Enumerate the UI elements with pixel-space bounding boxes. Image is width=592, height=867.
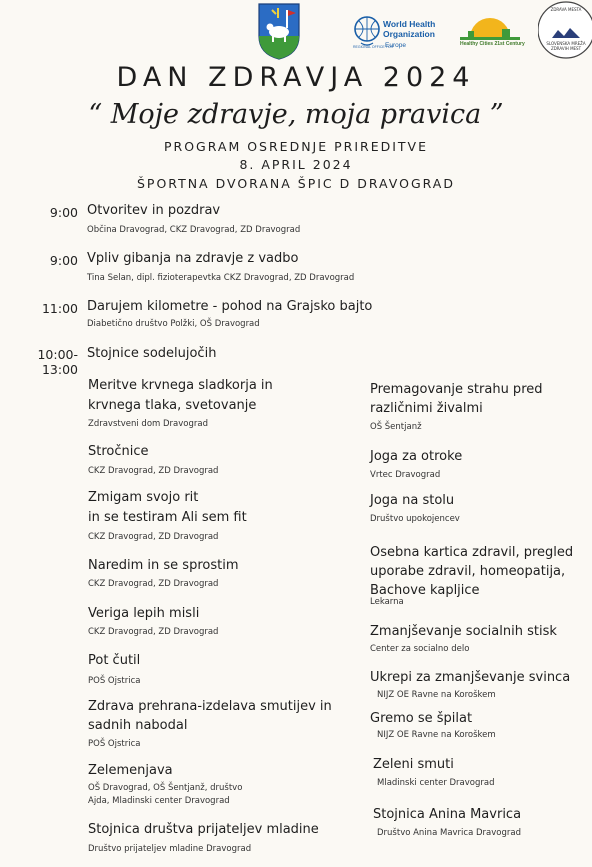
stand-org: Lekarna bbox=[370, 597, 404, 607]
schedule-title: Stojnice sodelujočih bbox=[87, 346, 217, 361]
stand-title: Pot čutil bbox=[88, 653, 141, 668]
stand-title: uporabe zdravil, homeopatija, bbox=[370, 564, 566, 579]
stand-org: NIJZ OE Ravne na Koroškem bbox=[377, 690, 496, 700]
stand-title: Osebna kartica zdravil, pregled bbox=[370, 545, 574, 560]
stand-title: Gremo se špilat bbox=[370, 711, 473, 726]
stand-title: Zeleni smuti bbox=[373, 757, 454, 772]
stand-org: POŠ Ojstrica bbox=[88, 739, 141, 749]
stand-title: Ukrepi za zmanjševanje svinca bbox=[370, 670, 571, 685]
stand-org: OŠ Dravograd, OŠ Šentjanž, društvo bbox=[88, 783, 243, 793]
stand-title: Joga na stolu bbox=[370, 493, 455, 508]
stand-title: Stročnice bbox=[88, 444, 149, 459]
coat-of-arms-logo bbox=[256, 2, 302, 60]
healthy-cities-logo bbox=[458, 8, 525, 52]
network-top-text: ZDRAVA MESTA bbox=[550, 7, 582, 12]
stand-title: Meritve krvnega sladkorja in bbox=[88, 378, 273, 393]
schedule-title: Vpliv gibanja na zdravje z vadbo bbox=[87, 251, 299, 266]
schedule-time: 11:00 bbox=[41, 301, 78, 316]
schedule-time: 9:00 bbox=[49, 253, 78, 268]
stand-org: Mladinski center Dravograd bbox=[377, 778, 495, 788]
stand-title: Stojnica društva prijateljev mladine bbox=[88, 822, 319, 837]
stand-title: krvnega tlaka, svetovanje bbox=[88, 398, 257, 413]
schedule-title: Otvoritev in pozdrav bbox=[87, 203, 221, 218]
schedule-org: Diabetično društvo Polžki, OŠ Dravograd bbox=[87, 319, 260, 329]
stand-org: Vrtec Dravograd bbox=[370, 470, 441, 480]
schedule-title: Darujem kilometre - pohod na Grajsko bajto bbox=[87, 299, 373, 314]
who-europe-logo bbox=[351, 14, 443, 54]
stand-org: OŠ Šentjanž bbox=[370, 422, 422, 432]
schedule-org: Občina Dravograd, CKZ Dravograd, ZD Dravograd bbox=[87, 225, 301, 235]
stand-title: Naredim in se sprostim bbox=[88, 558, 239, 573]
program-heading: PROGRAM OSREDNJE PRIREDITVE bbox=[163, 139, 429, 154]
stand-title: Zdrava prehrana-izdelava smutijev in bbox=[88, 699, 332, 714]
stand-org: CKZ Dravograd, ZD Dravograd bbox=[88, 532, 219, 542]
stand-title: Premagovanje strahu pred bbox=[370, 382, 543, 397]
stand-title: Joga za otroke bbox=[370, 449, 463, 464]
stand-org: Zdravstveni dom Dravograd bbox=[88, 419, 208, 429]
who-region: Europe bbox=[385, 42, 406, 49]
stand-org: Društvo Anina Mavrica Dravograd bbox=[377, 828, 521, 838]
stand-org: Ajda, Mladinski center Dravograd bbox=[88, 796, 230, 806]
stand-title: Zmanjševanje socialnih stisk bbox=[370, 624, 557, 639]
healthy-cities-text: Healthy Cities 21st Century bbox=[460, 41, 525, 47]
stand-org: Društvo prijateljev mladine Dravograd bbox=[88, 844, 252, 854]
stand-title: različnimi živalmi bbox=[370, 401, 483, 416]
page-title: DAN ZDRAVJA 2024 bbox=[116, 62, 476, 93]
event-venue: ŠPORTNA DVORANA ŠPIC D DRAVOGRAD bbox=[136, 176, 455, 191]
healthy-cities-network-logo bbox=[538, 0, 592, 60]
stand-org: CKZ Dravograd, ZD Dravograd bbox=[88, 627, 219, 637]
slogan: “ Moje zdravje, moja pravica ” bbox=[88, 99, 504, 130]
schedule-org: Tina Selan, dipl. fizioterapevtka CKZ Dravograd, ZD Dravograd bbox=[87, 273, 355, 283]
stand-title: Stojnica Anina Mavrica bbox=[373, 807, 522, 822]
stand-org: NIJZ OE Ravne na Koroškem bbox=[377, 730, 496, 740]
stand-org: Društvo upokojencev bbox=[370, 514, 460, 524]
stand-title: in se testiram Ali sem fit bbox=[88, 510, 247, 525]
schedule-time: 9:00 bbox=[49, 205, 78, 220]
stand-org: Center za socialno delo bbox=[370, 644, 470, 654]
schedule-time: 10:00-13:00 bbox=[37, 347, 78, 377]
network-bottom-text: SLOVENSKA MREŽA ZDRAVIH MEST bbox=[546, 41, 586, 51]
stand-title: sadnih nabodal bbox=[88, 718, 188, 733]
event-date: 8. APRIL 2024 bbox=[239, 157, 353, 172]
stand-title: Zmigam svojo rit bbox=[88, 490, 199, 505]
who-name: World Health Organization bbox=[383, 19, 436, 39]
stand-org: CKZ Dravograd, ZD Dravograd bbox=[88, 579, 219, 589]
stand-title: Zelemenjava bbox=[88, 763, 173, 778]
stand-org: POŠ Ojstrica bbox=[88, 676, 141, 686]
stand-org: CKZ Dravograd, ZD Dravograd bbox=[88, 466, 219, 476]
stand-title: Bachove kapljice bbox=[370, 583, 480, 598]
stand-title: Veriga lepih misli bbox=[88, 606, 200, 621]
who-small-text: REGIONAL OFFICE FOR bbox=[353, 45, 394, 49]
